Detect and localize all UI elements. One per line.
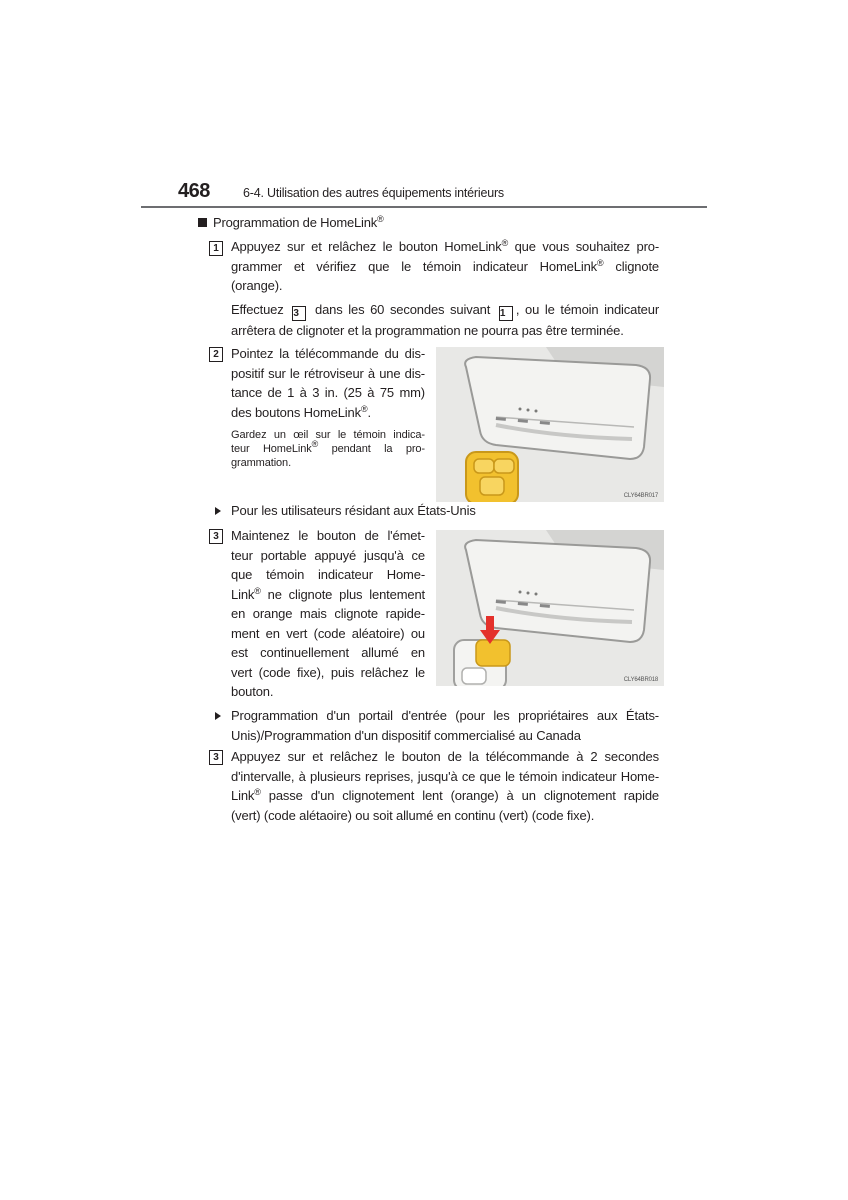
text-line: positif sur le rétroviseur à une dis- [231, 365, 425, 381]
step-number: 2 [209, 347, 223, 362]
step-number: 3 [209, 529, 223, 544]
text-line: Maintenez le bouton de l'émet- [231, 528, 425, 543]
bullet-us-users: Pour les utilisateurs résidant aux États-Unis [231, 503, 476, 518]
mirror-remote-illustration [436, 347, 664, 502]
mirror-remote-press-illustration [436, 530, 664, 686]
step-number: 3 [209, 750, 223, 765]
registered-mark: ® [377, 214, 384, 224]
text-line: grammation. [231, 457, 292, 469]
section-title: 6-4. Utilisation des autres équipements intérieurs [243, 186, 504, 200]
text-line: Effectuez 3 dans les 60 secondes suivant 1 , ou le témoin indicateur [231, 302, 660, 319]
step-3-text [231, 526, 425, 702]
text-line: Unis)/Programmation d'un dispositif commercialisé au Canada [231, 727, 581, 743]
text-line: bouton. [231, 684, 274, 699]
step-number: 1 [209, 241, 223, 256]
square-bullet-icon [198, 218, 207, 227]
bullet-gate-canada [231, 706, 659, 745]
text-line: Link® ne clignote plus lentement [231, 585, 425, 602]
text-line: des boutons HomeLink®. [231, 403, 371, 420]
text-line: Appuyez sur et relâchez le bouton de la télécommande à 2 secondes [231, 749, 659, 764]
text-line: grammer et vérifiez que le témoin indicateur HomeLink® clignote [231, 257, 659, 274]
rear-view-mirror-icon [436, 530, 664, 686]
text-line: (vert) (code alétaoire) ou soit allumé en continu (vert) (code fixe). [231, 807, 595, 823]
text-line: (orange). [231, 278, 283, 293]
subsection-heading [198, 215, 384, 230]
header-rule [141, 206, 707, 208]
text-line: est continuellement allumé en [231, 645, 425, 660]
text-line: teur portable appuyé jusqu'à ce [231, 547, 425, 563]
figure-code: CLY64BR018 [623, 677, 658, 683]
text-line: arrêtera de clignoter et la programmation ne pourra pas être terminée. [231, 323, 624, 338]
text-line: que témoin indicateur Home- [231, 567, 425, 582]
step-1-followup [231, 300, 659, 341]
text-line: d'intervalle, à plusieurs reprises, jusqu'à ce que le témoin indicateur Home- [231, 768, 659, 784]
text-line: tance de 1 à 3 in. (25 à 75 mm) [231, 385, 425, 400]
arrow-bullet-icon [215, 507, 221, 515]
text-line: Pointez la télécommande du dis- [231, 346, 425, 361]
text-line: Appuyez sur et relâchez le bouton HomeLink® que vous souhaitez pro- [231, 238, 660, 254]
text-line: Programmation d'un portail d'entrée (pour les propriétaires aux États- [231, 708, 659, 723]
step-ref-1: 1 [499, 306, 513, 321]
step-ref-3: 3 [292, 306, 306, 321]
heading-text: Programmation de HomeLink [213, 215, 378, 230]
text-line: ment en vert (code aléatoire) ou [231, 625, 425, 641]
step-2-note [231, 428, 425, 470]
figure-code: CLY64BR017 [623, 493, 658, 499]
text-line: Link® passe d'un clignotement lent (orange) à un clignotement rapide [231, 787, 659, 803]
text-line: en orange mais clignote rapide- [231, 606, 425, 621]
remote-control-icon [454, 640, 510, 686]
text-line: teur HomeLink® pendant la pro- [231, 439, 425, 455]
page-number: 468 [178, 180, 210, 202]
step-3-gate-text [231, 747, 659, 825]
step-1-text [231, 237, 659, 296]
text-line: vert (code fixe), puis relâchez le [231, 664, 425, 680]
remote-control-icon [466, 452, 518, 502]
arrow-bullet-icon [215, 712, 221, 720]
step-2-text [231, 344, 425, 422]
text-line: Gardez un œil sur le témoin indica- [231, 429, 425, 441]
rear-view-mirror-icon [436, 347, 664, 502]
